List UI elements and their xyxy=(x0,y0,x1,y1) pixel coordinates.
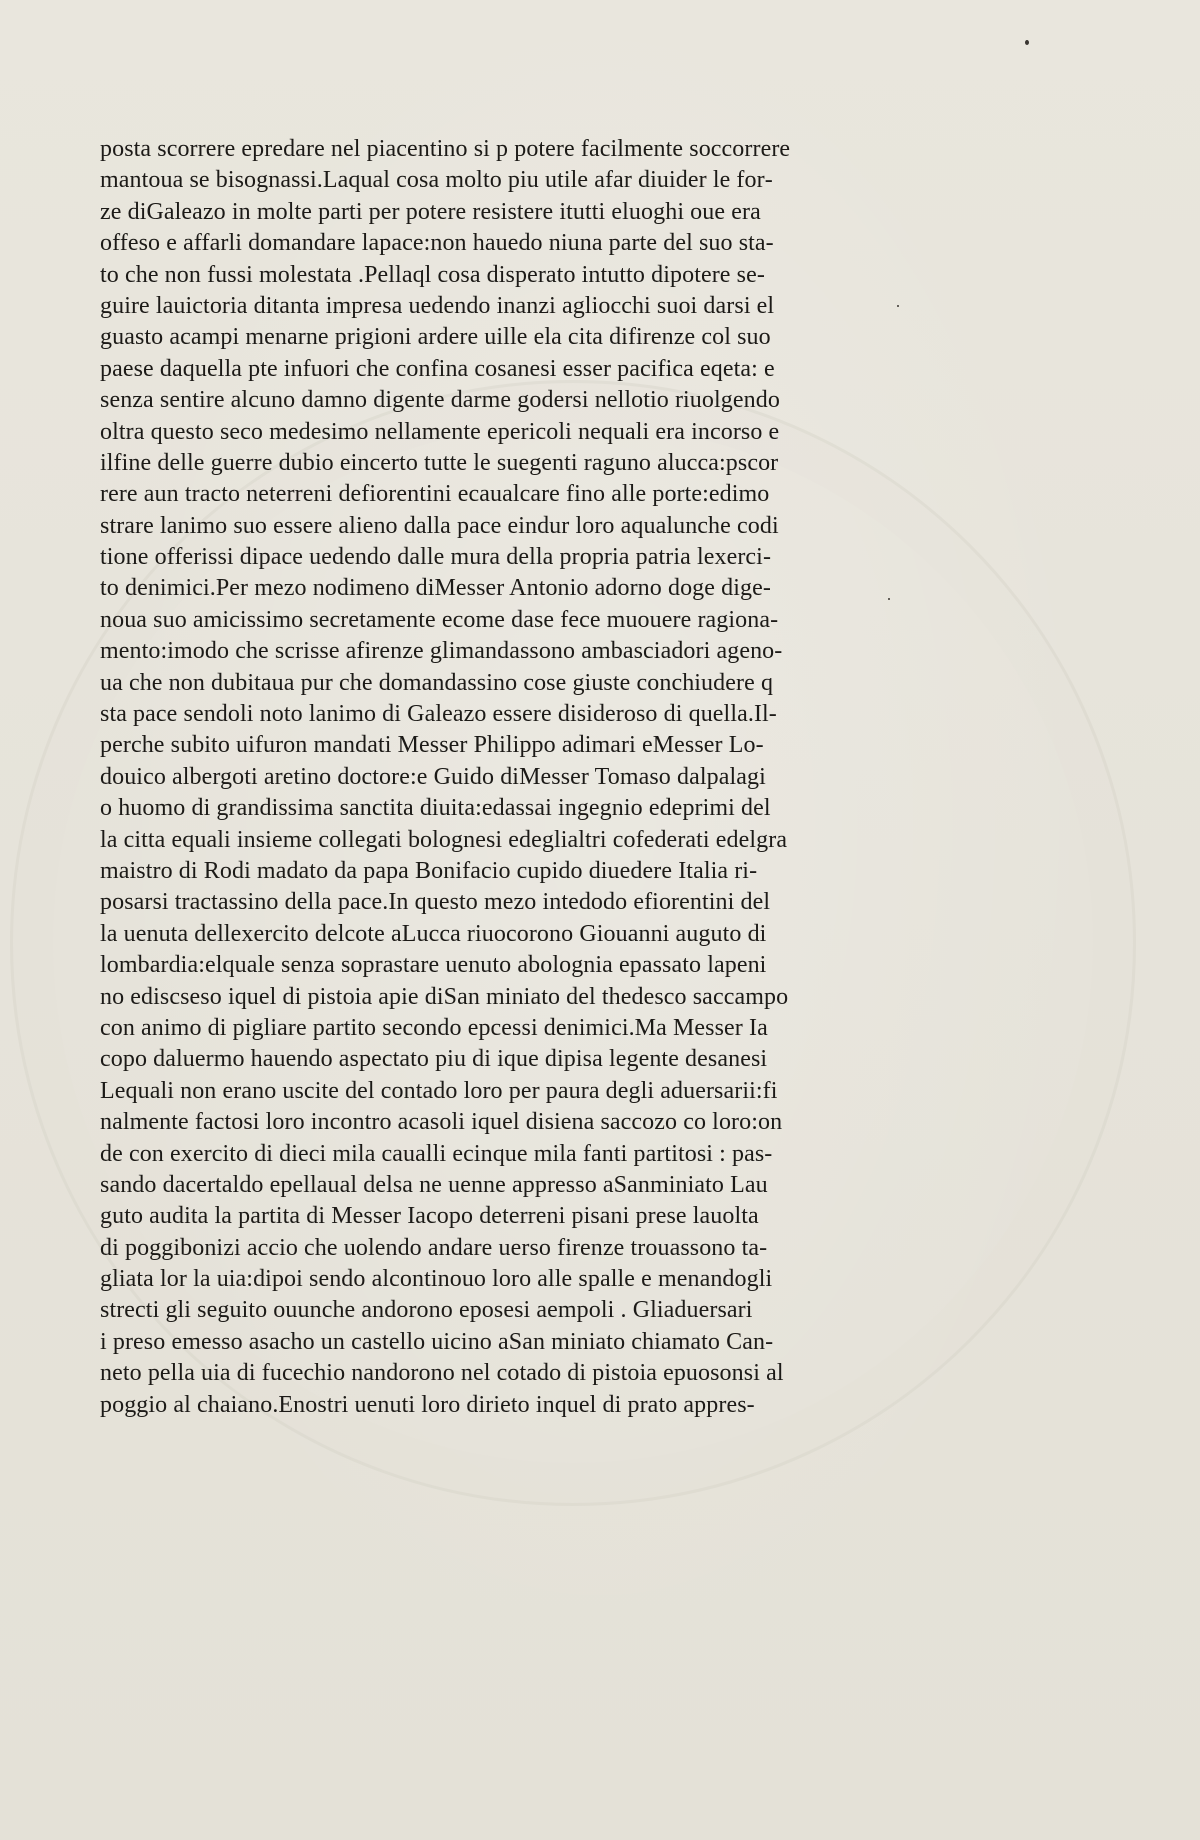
text-line: lombardia:elquale senza soprastare uenuto abolognia epassato lapeni xyxy=(100,952,767,979)
ink-speck xyxy=(897,305,899,307)
text-line: gliata lor la uia:dipoi sendo alcontinouo loro alle spalle e menandogli xyxy=(100,1266,773,1293)
text-line: sta pace sendoli noto lanimo di Galeazo essere disideroso di quella.Il‑ xyxy=(100,701,777,728)
text-line: sando dacertaldo epellaual delsa ne uenne appresso aSanminiato Lau xyxy=(100,1171,768,1198)
text-line: no ediscseso iquel di pistoia apie diSan miniato del thedesco saccampo xyxy=(100,983,789,1010)
text-line: la citta equali insieme collegati bolognesi edeglialtri cofederati edelgra xyxy=(100,826,788,853)
text-line: tione offerissi dipace uedendo dalle mura della propria patria lexerci‑ xyxy=(100,544,772,571)
text-line: paese daquella pte infuori che confina cosanesi esser pacifica eqeta: e xyxy=(100,355,775,382)
text-line: strecti gli seguito ouunche andorono eposesi aempoli . Gliaduersari xyxy=(100,1297,753,1324)
text-line: noua suo amicissimo secretamente ecome dase fece muouere ragiona‑ xyxy=(100,606,779,633)
text-line: ua che non dubitaua pur che domandassino cose giuste conchiudere q xyxy=(100,669,774,696)
text-line: mento:imodo che scrisse afirenze glimandassono ambasciadori ageno‑ xyxy=(100,638,783,665)
text-line: di poggibonizi accio che uolendo andare uerso firenze trouassono ta‑ xyxy=(100,1234,768,1261)
text-line: la uenuta dellexercito delcote aLucca riuocorono Giouanni auguto di xyxy=(100,920,767,947)
text-line: senza sentire alcuno damno digente darme godersi nellotio riuolgendo xyxy=(100,387,780,414)
text-line: guire lauictoria ditanta impresa uedendo inanzi agliocchi suoi darsi el xyxy=(100,292,775,319)
text-line: guasto acampi menarne prigioni ardere uille ela cita difirenze col suo xyxy=(100,324,771,351)
text-line: maistro di Rodi madato da papa Bonifacio cupido diuedere Italia ri‑ xyxy=(100,857,758,884)
text-line: douico albergoti aretino doctore:e Guido diMesser Tomaso dalpalagi xyxy=(100,763,766,790)
text-line: o huomo di grandissima sanctita diuita:edassai ingegnio edeprimi del xyxy=(100,795,771,822)
text-line: oltra questo seco medesimo nellamente epericoli nequali era incorso e xyxy=(100,418,780,445)
text-line: ze diGaleazo in molte parti per potere resistere itutti eluoghi oue era xyxy=(100,198,761,225)
body-text xyxy=(100,134,890,1421)
text-line: rere aun tracto neterreni defiorentini ecaualcare fino alle porte:edimo xyxy=(100,481,770,508)
text-line: to che non fussi molestata .Pellaql cosa disperato intutto dipotere se‑ xyxy=(100,261,765,288)
text-line: Lequali non erano uscite del contado loro per paura degli aduersarii:fi xyxy=(100,1077,778,1104)
text-line: neto pella uia di fucechio nandorono nel cotado di pistoia epuosonsi al xyxy=(100,1360,784,1387)
text-line: con animo di pigliare partito secondo epcessi denimici.Ma Messer Ia xyxy=(100,1014,768,1041)
text-line: posarsi tractassino della pace.In questo mezo intedodo efiorentini del xyxy=(100,889,771,916)
text-line: guto audita la partita di Messer Iacopo deterreni pisani prese lauolta xyxy=(100,1203,759,1230)
text-line: ilfine delle guerre dubio eincerto tutte le suegenti raguno alucca:pscor xyxy=(100,449,779,476)
text-line: posta scorrere epredare nel piacentino si p potere facilmente soccorrere xyxy=(100,136,791,162)
ink-speck xyxy=(1025,40,1029,45)
text-line: to denimici.Per mezo nodimeno diMesser Antonio adorno doge dige‑ xyxy=(100,575,771,602)
text-line: nalmente factosi loro incontro acasoli iquel disiena saccozo co loro:on xyxy=(100,1109,783,1136)
text-line: mantoua se bisognassi.Laqual cosa molto piu utile afar diuider le for‑ xyxy=(100,167,773,194)
text-line: strare lanimo suo essere alieno dalla pace eindur loro aqualunche codi xyxy=(100,512,779,539)
text-line: de con exercito di dieci mila caualli ecinque mila fanti partitosi : pas‑ xyxy=(100,1140,773,1167)
text-line: poggio al chaiano.Enostri uenuti loro dirieto inquel di prato appres‑ xyxy=(100,1391,755,1418)
text-line: perche subito uifuron mandati Messer Philippo adimari eMesser Lo‑ xyxy=(100,732,764,759)
text-line: copo daluermo hauendo aspectato piu di ique dipisa legente desanesi xyxy=(100,1046,768,1073)
text-line: i preso emesso asacho un castello uicino aSan miniato chiamato Can‑ xyxy=(100,1328,774,1355)
text-line: offeso e affarli domandare lapace:non hauedo niuna parte del suo sta‑ xyxy=(100,230,774,257)
